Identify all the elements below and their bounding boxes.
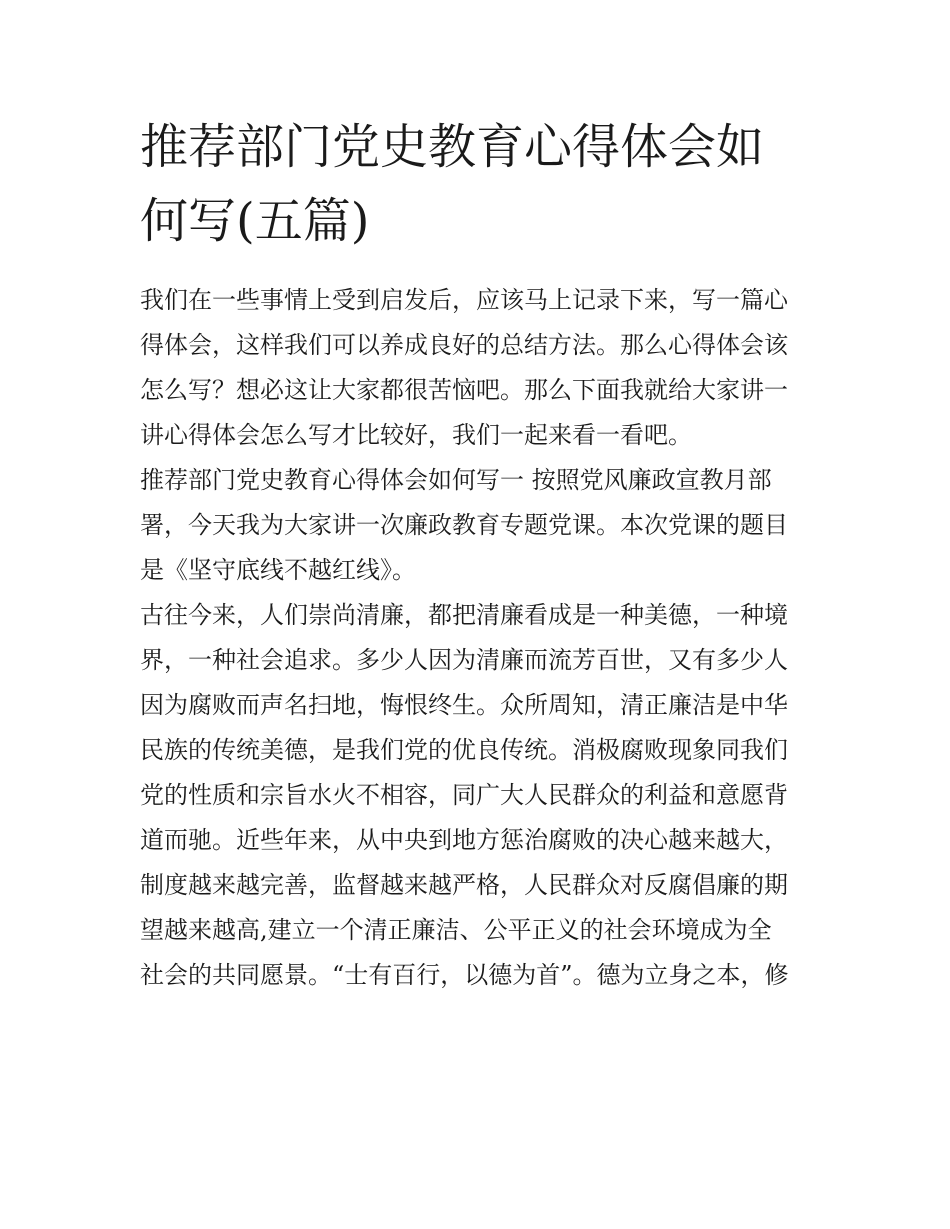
text-line: 是《坚守底线不越红线》。 (140, 556, 416, 584)
document-title (140, 110, 840, 258)
text-line: 望越来越高,建立一个清正廉洁、公平正义的社会环境成为全 (140, 916, 772, 944)
text-line: 古往今来，人们崇尚清廉，都把清廉看成是一种美德，一种境 (140, 601, 788, 629)
text-line: 署，今天我为大家讲一次廉政教育专题党课。本次党课的题目 (140, 511, 788, 539)
paragraph-intro (140, 278, 830, 458)
text-line: 道而驰。近些年来，从中央到地方惩治腐败的决心越来越大， (140, 826, 788, 854)
text-line: 社会的共同愿景。“士有百行，以德为首”。德为立身之本，修 (140, 961, 789, 989)
text-line: 我们在一些事情上受到启发后，应该马上记录下来，写一篇心 (140, 286, 788, 314)
title-line: 推荐部门党史教育心得体会如 (140, 119, 765, 175)
text-line: 界，一种社会追求。多少人因为清廉而流芳百世，又有多少人 (140, 646, 788, 674)
text-line: 得体会，这样我们可以养成良好的总结方法。那么心得体会该 (140, 331, 788, 359)
paragraph-main (140, 593, 830, 998)
text-line: 民族的传统美德，是我们党的优良传统。消极腐败现象同我们 (140, 736, 788, 764)
text-line: 因为腐败而声名扫地，悔恨终生。众所周知，清正廉洁是中华 (140, 691, 788, 719)
paragraph-section-one (140, 458, 830, 593)
text-line: 怎么写？想必这让大家都很苦恼吧。那么下面我就给大家讲一 (140, 376, 788, 404)
title-line: 何写(五篇) (140, 193, 370, 249)
document-body (140, 278, 830, 998)
text-line: 讲心得体会怎么写才比较好，我们一起来看一看吧。 (140, 421, 692, 449)
text-line: 制度越来越完善，监督越来越严格，人民群众对反腐倡廉的期 (140, 871, 788, 899)
text-line: 推荐部门党史教育心得体会如何写一 按照党风廉政宣教月部 (140, 466, 772, 494)
text-line: 党的性质和宗旨水火不相容，同广大人民群众的利益和意愿背 (140, 781, 788, 809)
